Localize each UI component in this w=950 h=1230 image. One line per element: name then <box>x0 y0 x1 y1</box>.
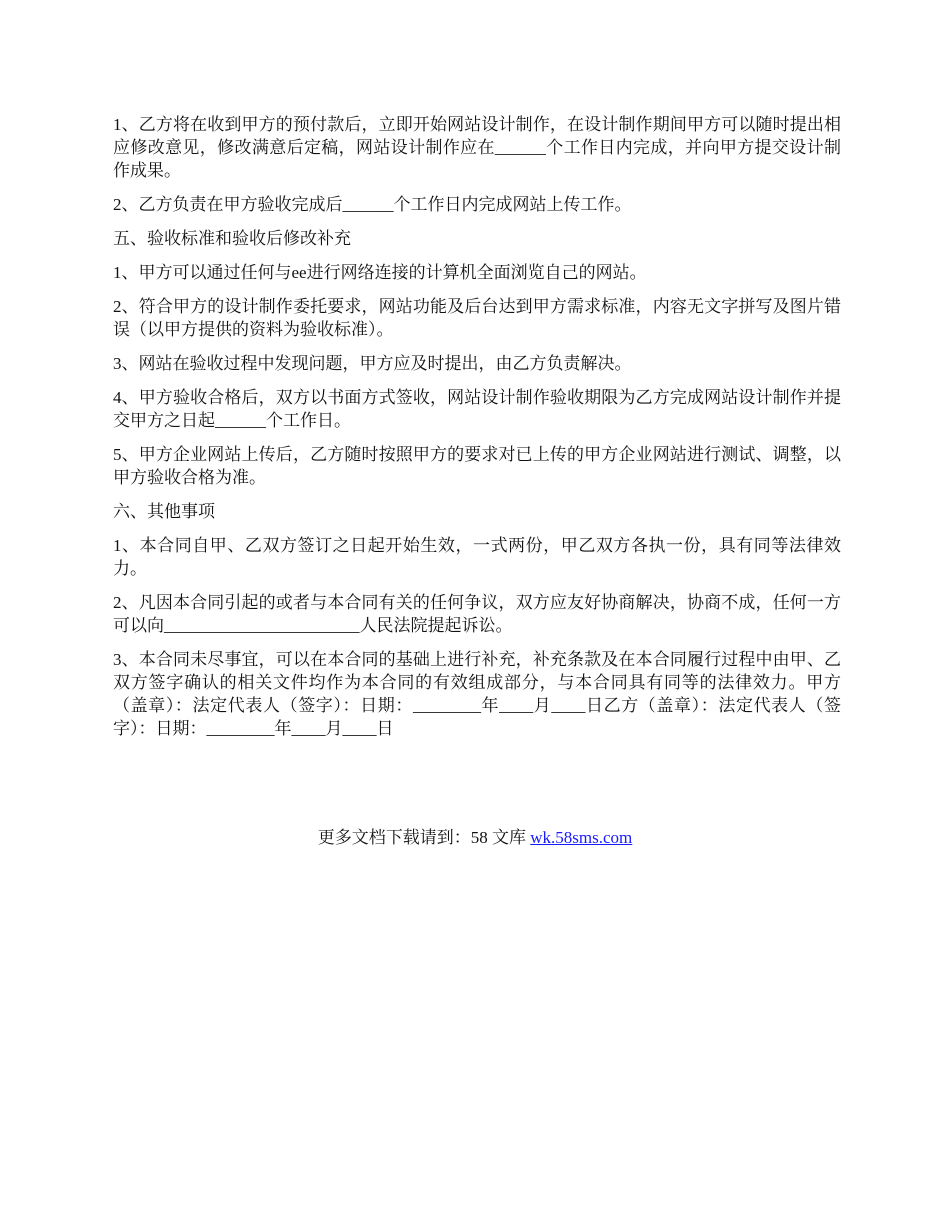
footer-download-note <box>0 826 950 849</box>
clause-paragraph: 2、符合甲方的设计制作委托要求，网站功能及后台达到甲方需求标准，内容无文字拼写及图片错误（以甲方提供的资料为验收标准）。 <box>113 297 841 339</box>
clause-paragraph: 2、乙方负责在甲方验收完成后______个工作日内完成网站上传工作。 <box>113 195 632 214</box>
clause-paragraph: 1、甲方可以通过任何与ee进行网络连接的计算机全面浏览自己的网站。 <box>113 263 647 282</box>
section-heading: 六、其他事项 <box>113 502 215 521</box>
clause-paragraph: 2、凡因本合同引起的或者与本合同有关的任何争议，双方应友好协商解决，协商不成，任何一方可以向_______________________人民法院提起诉讼。 <box>113 593 841 635</box>
document-body <box>113 113 841 751</box>
footer-prefix: 更多文档下载请到：58 文库 <box>317 828 531 847</box>
section-heading: 五、验收标准和验收后修改补充 <box>113 229 351 248</box>
clause-paragraph: 3、本合同未尽事宜，可以在本合同的基础上进行补充，补充条款及在本合同履行过程中由甲、乙双方签字确认的相关文件均作为本合同的有效组成部分，与本合同具有同等的法律效力。甲方（盖章）：法定代表人（签字）：日期：________年____月____日乙方（盖章）：法定代表人（签字）：日期：________年____月____日 <box>113 650 841 738</box>
footer-link[interactable]: wk.58sms.com <box>530 828 633 847</box>
clause-paragraph: 4、甲方验收合格后，双方以书面方式签收，网站设计制作验收期限为乙方完成网站设计制作并提交甲方之日起______个工作日。 <box>113 388 841 430</box>
clause-paragraph: 3、网站在验收过程中发现问题，甲方应及时提出，由乙方负责解决。 <box>113 354 632 373</box>
clause-paragraph: 1、乙方将在收到甲方的预付款后，立即开始网站设计制作，在设计制作期间甲方可以随时提出相应修改意见，修改满意后定稿，网站设计制作应在______个工作日内完成，并向甲方提交设计制作成果。 <box>113 115 841 180</box>
clause-paragraph: 5、甲方企业网站上传后，乙方随时按照甲方的要求对已上传的甲方企业网站进行测试、调整，以甲方验收合格为准。 <box>113 445 841 487</box>
clause-paragraph: 1、本合同自甲、乙双方签订之日起开始生效，一式两份，甲乙双方各执一份，具有同等法律效力。 <box>113 536 841 578</box>
